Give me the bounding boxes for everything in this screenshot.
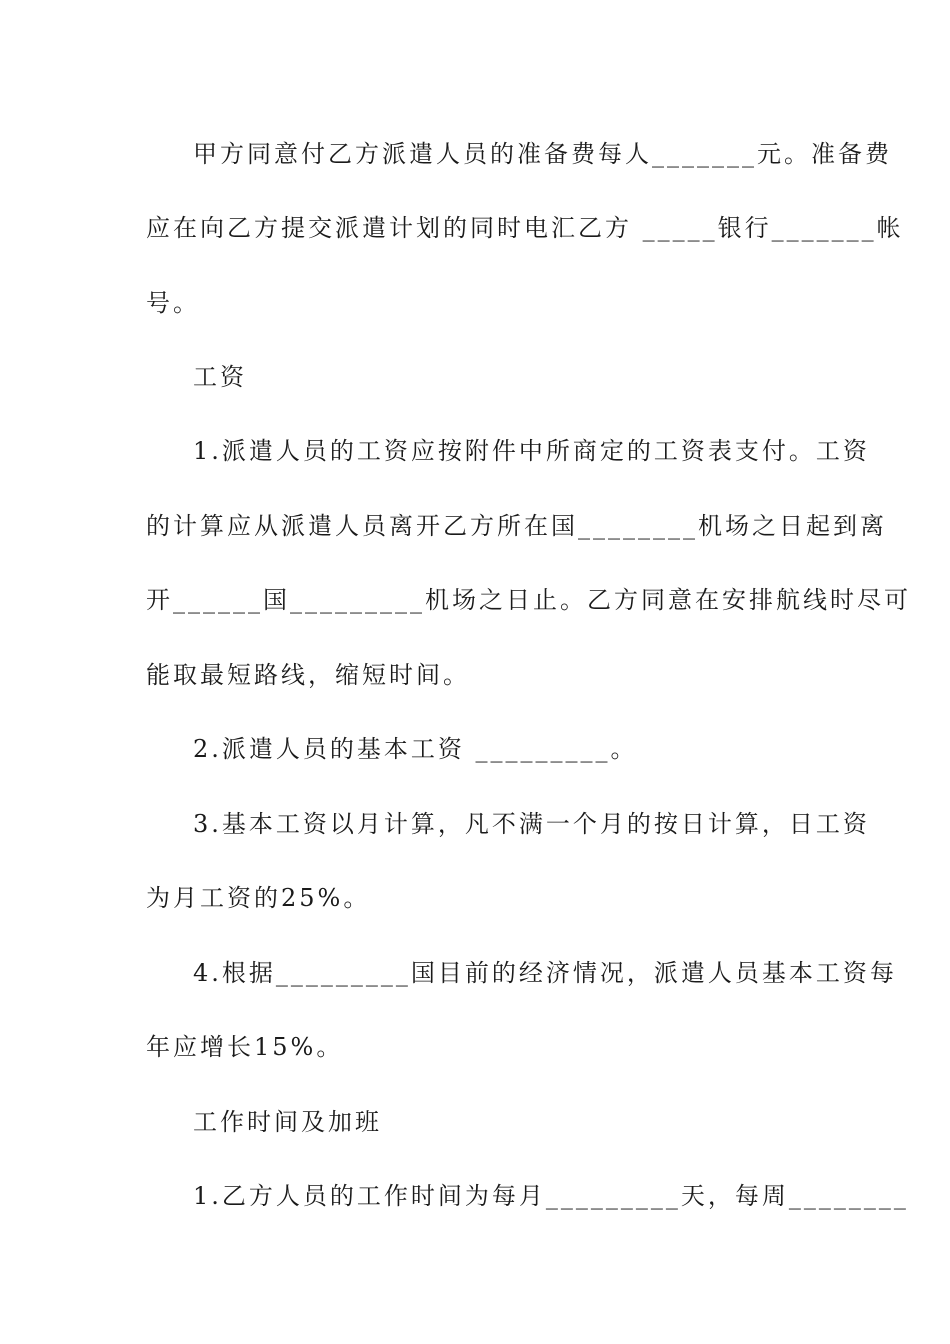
salary-clause-4-line-1: 4.根据_________国目前的经济情况，派遣人员基本工资每: [193, 959, 897, 987]
paragraph-preparation-fee-line-3: 号。: [146, 289, 200, 317]
salary-clause-1-line-1: 1.派遣人员的工资应按附件中所商定的工资表支付。工资: [193, 437, 870, 465]
paragraph-preparation-fee-line-2: 应在向乙方提交派遣计划的同时电汇乙方 _____银行_______帐: [146, 214, 904, 242]
salary-clause-1-line-4: 能取最短路线，缩短时间。: [146, 661, 470, 689]
paragraph-preparation-fee-line-1: 甲方同意付乙方派遣人员的准备费每人_______元。准备费: [193, 140, 892, 168]
salary-clause-1-line-2: 的计算应从派遣人员离开乙方所在国________机场之日起到离: [146, 512, 887, 540]
salary-clause-3-line-1: 3.基本工资以月计算，凡不满一个月的按日计算，日工资: [193, 810, 870, 838]
salary-clause-4-line-2: 年应增长15%。: [146, 1033, 344, 1061]
salary-clause-3-line-2: 为月工资的25%。: [146, 884, 371, 912]
salary-clause-2: 2.派遣人员的基本工资 _________。: [193, 735, 638, 763]
salary-clause-1-line-3: 开______国_________机场之日止。乙方同意在安排航线时尽可: [146, 586, 911, 614]
section-heading-salary: 工资: [193, 363, 247, 391]
working-hours-clause-1-line-1: 1.乙方人员的工作时间为每月_________天，每周________: [193, 1182, 909, 1210]
section-heading-working-hours: 工作时间及加班: [193, 1108, 382, 1136]
